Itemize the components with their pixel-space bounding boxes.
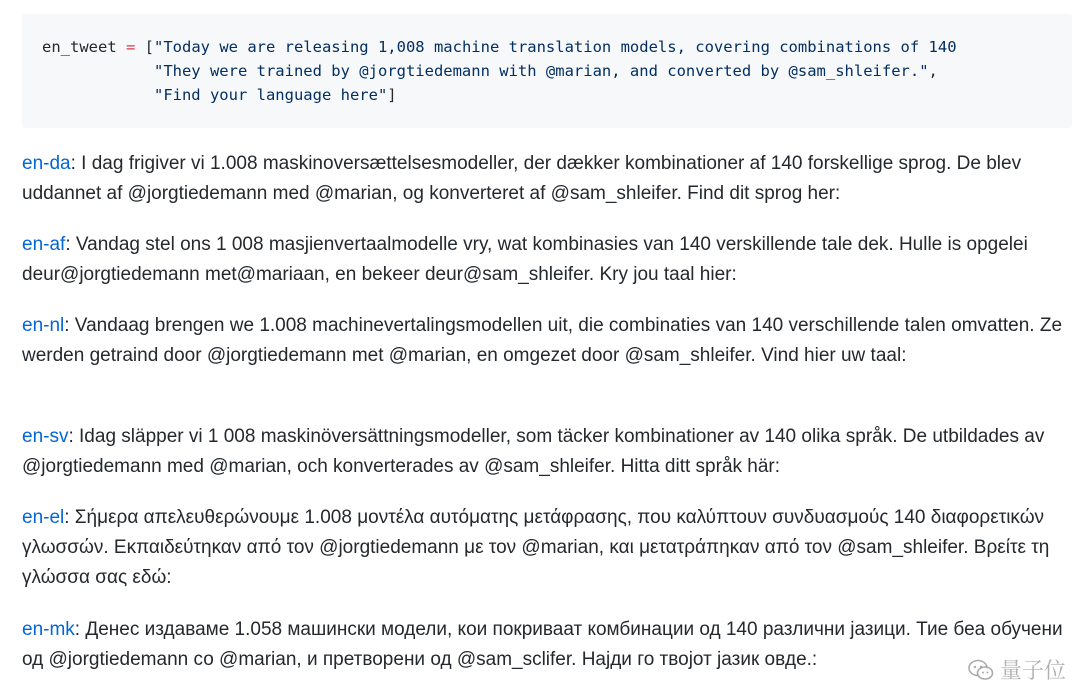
translation-text: : Денес издаваме 1.058 машински модели, кои покриваат комбинации од 140 различни јазици. Тие беа обучени од @jorgtiedemann со @marian, и претворени од @sam_sclifer. Најди го твојот јазик овде.: <box>22 619 1063 670</box>
code-line-1 <box>42 35 957 59</box>
code-indent <box>42 86 154 104</box>
code-operator: = <box>116 38 145 56</box>
language-code-link[interactable]: en-el <box>22 507 65 528</box>
translation-text: : Vandaag brengen we 1.008 machinevertalingsmodellen uit, die combinaties van 140 verschillende talen omvatten. Ze werden getraind door @jorgtiedemann met @marian, en omgezet door @sam_shleifer. Vind hier uw taal: <box>22 315 1063 366</box>
translation-text: : Σήμερα απελευθερώνουμε 1.008 μοντέλα αυτόματης μετάφρασης, που καλύπτουν συνδυασμούς 140 διαφορετικών γλωσσών. Εκπαιδεύτηκαν από τον @jorgtiedemann με τον @marian, και μετατράπηκαν από τον @sam_shleifer. Βρείτε τη γλώσσα σας εδώ: <box>22 507 1050 588</box>
language-code-link[interactable]: en-da <box>22 153 71 174</box>
code-line-2 <box>42 59 938 83</box>
code-string: "They were trained by @jorgtiedemann with @marian, and converted by @sam_shleifer." <box>153 62 929 80</box>
code-block <box>22 14 1072 128</box>
translation-en-sv <box>22 422 1070 482</box>
watermark <box>964 652 1070 687</box>
code-string: "Find your language here" <box>153 86 388 104</box>
code-comma: , <box>928 62 938 80</box>
translation-en-af <box>22 230 1070 290</box>
translation-en-el <box>22 503 1070 593</box>
wechat-icon <box>968 659 994 681</box>
translation-text: : Vandag stel ons 1 008 masjienvertaalmodelle vry, wat kombinasies van 140 verskillende tale dek. Hulle is opgelei deur@jorgtiedemann met@mariaan, en bekeer deur@sam_shleifer. Kry jou taal hier: <box>22 234 1028 285</box>
code-variable: en_tweet <box>42 38 117 56</box>
language-code-link[interactable]: en-mk <box>22 619 75 640</box>
code-bracket-open: [ <box>144 38 154 56</box>
code-bracket-close: ] <box>387 86 397 104</box>
translation-en-da <box>22 149 1070 209</box>
translation-text: : Idag släpper vi 1 008 maskinöversättningsmodeller, som täcker kombinationer av 140 olika språk. De utbildades av @jorgtiedemann med @marian, och konverterades av @sam_shleifer. Hitta ditt språk här: <box>22 426 1045 477</box>
watermark-text: 量子位 <box>999 659 1066 684</box>
code-indent <box>42 62 154 80</box>
language-code-link[interactable]: en-sv <box>22 426 69 447</box>
language-code-link[interactable]: en-af <box>22 234 66 255</box>
code-string: "Today we are releasing 1,008 machine translation models, covering combinations of 140 <box>154 38 957 56</box>
language-code-link[interactable]: en-nl <box>22 315 65 336</box>
code-line-3 <box>42 83 397 107</box>
translation-text: : I dag frigiver vi 1.008 maskinoversættelsesmodeller, der dækker kombinationer af 140 forskellige sprog. De blev uddannet af @jorgtiedemann med @marian, og konverteret af @sam_shleifer. Find dit sprog her: <box>22 153 1022 204</box>
translation-en-nl <box>22 311 1070 371</box>
translation-en-mk <box>22 615 1070 675</box>
